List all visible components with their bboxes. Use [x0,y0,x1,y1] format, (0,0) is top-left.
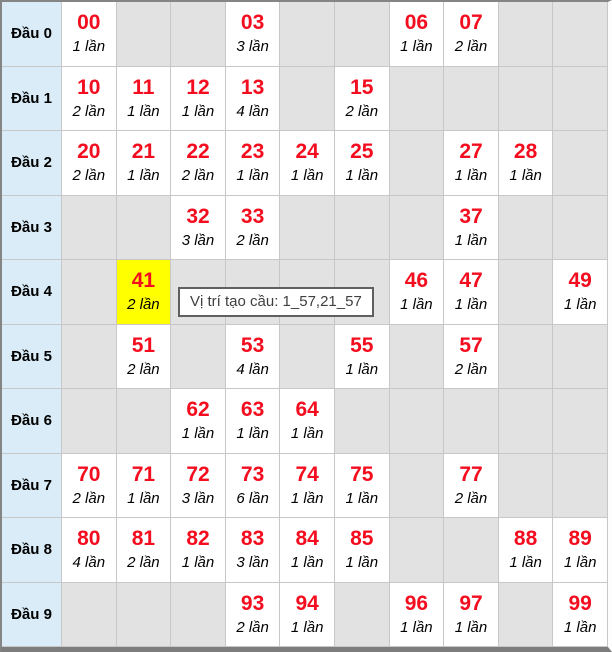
cell-number: 24 [295,140,319,164]
cell-number: 49 [568,269,592,293]
row-label: Đầu 4 [2,260,62,325]
empty-cell [390,518,445,583]
row-label: Đầu 0 [2,2,62,67]
cell-number: 80 [77,527,101,551]
empty-cell [280,67,335,132]
empty-cell [280,2,335,67]
cell-number: 21 [131,140,156,164]
cell-count: 1 lần [236,425,269,443]
row-label: Đầu 7 [2,454,62,519]
cell-number: 83 [240,527,265,551]
cell-count: 1 lần [290,489,324,507]
number-cell-28[interactable] [499,131,554,196]
empty-cell [553,196,608,261]
cell-number: 84 [295,527,319,551]
number-cell-13[interactable] [226,67,281,132]
cell-count: 1 lần [345,167,379,185]
empty-cell [499,583,554,648]
cell-number: 74 [295,462,319,486]
cell-count: 1 lần [345,360,379,378]
cell-number: 85 [350,527,374,551]
cell-number: 03 [240,11,265,35]
empty-cell [553,2,608,67]
number-cell-00[interactable] [62,2,117,67]
cell-number: 82 [186,527,210,551]
cell-count: 4 lần [236,102,269,120]
empty-cell [335,583,390,648]
empty-cell [553,454,608,519]
number-cell-03[interactable] [226,2,281,67]
cell-count: 1 lần [345,554,379,572]
empty-cell [335,389,390,454]
number-cell-57[interactable] [444,325,499,390]
number-cell-62[interactable] [171,389,226,454]
empty-cell [171,325,226,390]
number-cell-37[interactable] [444,196,499,261]
cell-count: 1 lần [563,554,597,572]
number-cell-83[interactable] [226,518,281,583]
number-cell-49[interactable] [553,260,608,325]
cell-count: 1 lần [236,167,269,185]
row-label: Đầu 5 [2,325,62,390]
empty-cell [499,196,554,261]
empty-cell [62,260,117,325]
number-cell-96[interactable] [390,583,445,648]
empty-cell [171,583,226,648]
cell-count: 1 lần [454,618,488,636]
number-cell-32[interactable] [171,196,226,261]
empty-cell [553,325,608,390]
empty-cell [444,518,499,583]
cell-count: 1 lần [290,425,324,443]
cell-count: 2 lần [236,618,269,636]
empty-cell [390,454,445,519]
cell-number: 11 [132,75,155,99]
cell-number: 47 [459,269,483,293]
number-cell-20[interactable] [62,131,117,196]
cell-number: 57 [459,333,483,357]
number-cell-51[interactable] [117,325,172,390]
cell-count: 2 lần [127,554,160,572]
number-cell-12[interactable] [171,67,226,132]
cell-number: 12 [186,75,210,99]
cell-number: 53 [240,333,265,357]
cell-number: 94 [295,591,319,615]
row-label: Đầu 3 [2,196,62,261]
row-label: Đầu 8 [2,518,62,583]
cell-number: 70 [77,462,101,486]
cell-count: 1 lần [400,618,433,636]
number-cell-24[interactable] [280,131,335,196]
empty-cell [117,583,172,648]
cell-number: 13 [240,75,265,99]
cell-count: 1 lần [290,554,324,572]
number-cell-41-highlighted[interactable] [117,260,172,325]
cell-number: 55 [350,333,374,357]
number-cell-10[interactable] [62,67,117,132]
empty-cell [117,389,172,454]
number-cell-70[interactable] [62,454,117,519]
row-label: Đầu 9 [2,583,62,648]
number-cell-47[interactable] [444,260,499,325]
number-cell-80[interactable] [62,518,117,583]
empty-cell [62,325,117,390]
empty-cell [171,2,226,67]
cell-count: 2 lần [236,231,269,249]
number-cell-46[interactable] [390,260,445,325]
empty-cell [280,196,335,261]
cell-count: 1 lần [181,554,215,572]
cell-number: 20 [77,140,101,164]
cell-count: 6 lần [236,489,269,507]
cell-number: 62 [186,398,210,422]
cell-number: 64 [295,398,319,422]
cell-count: 2 lần [454,38,488,56]
empty-cell [335,2,390,67]
cell-number: 88 [513,527,538,551]
cell-count: 2 lần [181,167,215,185]
cell-number: 71 [131,462,156,486]
empty-cell [444,67,499,132]
cell-number: 32 [186,204,210,228]
cau-position-tooltip: Vị trí tạo cầu: 1_57,21_57 [178,287,374,317]
cell-number: 77 [459,462,483,486]
cell-count: 1 lần [509,554,542,572]
empty-cell [390,325,445,390]
number-cell-22[interactable] [171,131,226,196]
cell-count: 2 lần [127,360,160,378]
empty-cell [390,67,445,132]
empty-cell [553,389,608,454]
cell-number: 23 [240,140,265,164]
cell-number: 25 [350,140,374,164]
cell-number: 97 [459,591,483,615]
empty-cell [62,196,117,261]
empty-cell [390,131,445,196]
cell-number: 75 [350,462,374,486]
cell-number: 33 [240,204,265,228]
cell-count: 1 lần [181,102,215,120]
number-cell-84[interactable] [280,518,335,583]
row-label: Đầu 6 [2,389,62,454]
empty-cell [499,325,554,390]
number-cell-85[interactable] [335,518,390,583]
cell-number: 93 [240,591,265,615]
cell-count: 1 lần [290,167,324,185]
cell-number: 00 [77,11,101,35]
cell-count: 1 lần [509,167,542,185]
cell-count: 1 lần [454,231,488,249]
number-cell-73[interactable] [226,454,281,519]
empty-cell [499,2,554,67]
empty-cell [553,67,608,132]
cell-count: 2 lần [72,489,106,507]
cell-count: 2 lần [454,489,488,507]
number-cell-11[interactable] [117,67,172,132]
cell-count: 2 lần [72,167,106,185]
cell-number: 22 [186,140,210,164]
number-cell-15[interactable] [335,67,390,132]
cell-number: 28 [513,140,538,164]
cell-number: 07 [459,11,483,35]
cell-count: 1 lần [563,296,597,314]
cell-number: 89 [568,527,592,551]
cell-count: 2 lần [127,296,160,314]
cell-number: 06 [404,11,429,35]
number-cell-55[interactable] [335,325,390,390]
number-cell-53[interactable] [226,325,281,390]
number-cell-25[interactable] [335,131,390,196]
cell-count: 1 lần [181,425,215,443]
cell-count: 4 lần [236,360,269,378]
number-cell-06[interactable] [390,2,445,67]
number-cell-72[interactable] [171,454,226,519]
number-cell-77[interactable] [444,454,499,519]
cell-count: 2 lần [345,102,379,120]
cell-number: 63 [240,398,265,422]
number-cell-74[interactable] [280,454,335,519]
empty-cell [390,389,445,454]
cell-number: 27 [459,140,483,164]
cell-count: 1 lần [127,102,160,120]
number-cell-63[interactable] [226,389,281,454]
cell-count: 1 lần [345,489,379,507]
cell-count: 3 lần [181,489,215,507]
empty-cell [280,325,335,390]
number-cell-88[interactable] [499,518,554,583]
cell-count: 1 lần [454,296,488,314]
cell-count: 3 lần [236,38,269,56]
number-cell-07[interactable] [444,2,499,67]
cell-count: 1 lần [127,167,160,185]
cell-count: 1 lần [400,296,433,314]
empty-cell [499,260,554,325]
number-cell-75[interactable] [335,454,390,519]
empty-cell [499,389,554,454]
empty-cell [553,131,608,196]
cell-number: 41 [131,269,156,293]
cell-number: 99 [568,591,592,615]
row-label: Đầu 1 [2,67,62,132]
cell-number: 51 [131,333,156,357]
cell-count: 4 lần [72,554,106,572]
empty-cell [117,2,172,67]
number-cell-97[interactable] [444,583,499,648]
number-cell-89[interactable] [553,518,608,583]
cell-number: 15 [350,75,374,99]
cell-count: 2 lần [454,360,488,378]
cell-number: 73 [240,462,265,486]
cell-count: 1 lần [72,38,106,56]
row-label: Đầu 2 [2,131,62,196]
number-cell-99[interactable] [553,583,608,648]
cell-number: 72 [186,462,210,486]
empty-cell [117,196,172,261]
empty-cell [499,454,554,519]
number-cell-94[interactable] [280,583,335,648]
number-cell-82[interactable] [171,518,226,583]
empty-cell [444,389,499,454]
number-cell-21[interactable] [117,131,172,196]
cell-count: 2 lần [72,102,106,120]
number-cell-27[interactable] [444,131,499,196]
number-cell-81[interactable] [117,518,172,583]
number-cell-71[interactable] [117,454,172,519]
cell-number: 37 [459,204,483,228]
number-cell-64[interactable] [280,389,335,454]
cell-count: 1 lần [290,618,324,636]
number-cell-23[interactable] [226,131,281,196]
empty-cell [499,67,554,132]
cell-number: 46 [404,269,429,293]
cell-count: 3 lần [236,554,269,572]
empty-cell [390,196,445,261]
cell-number: 96 [404,591,429,615]
empty-cell [335,196,390,261]
cell-count: 1 lần [454,167,488,185]
cell-count: 1 lần [127,489,160,507]
cell-count: 1 lần [400,38,433,56]
empty-cell [62,389,117,454]
number-cell-93[interactable] [226,583,281,648]
cell-number: 10 [77,75,101,99]
cell-count: 3 lần [181,231,215,249]
number-cell-33[interactable] [226,196,281,261]
empty-cell [62,583,117,648]
cell-count: 1 lần [563,618,597,636]
cell-number: 81 [131,527,156,551]
